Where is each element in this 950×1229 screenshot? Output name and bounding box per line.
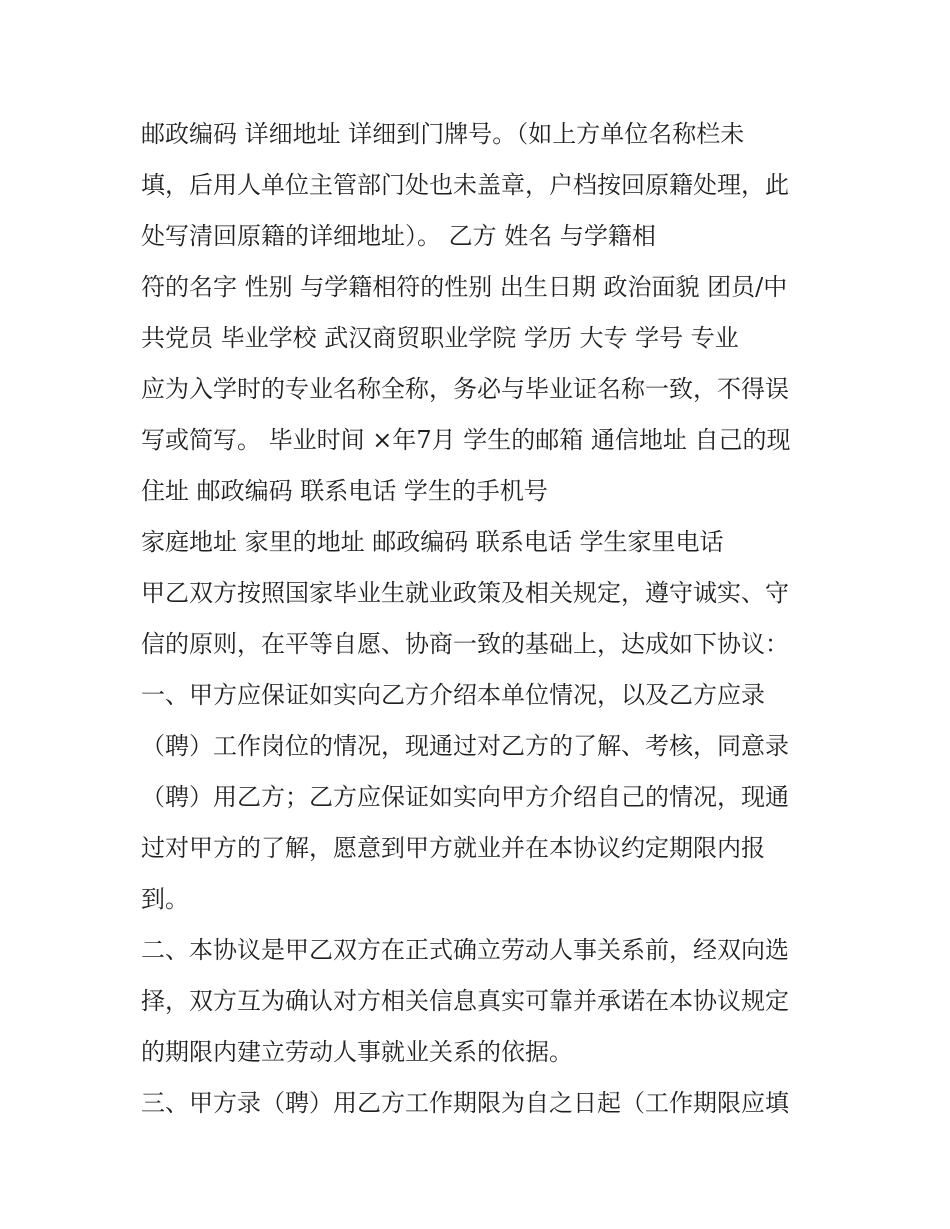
text-line: 共党员 毕业学校 武汉商贸职业学院 学历 大专 学号 专业 [141,324,739,352]
text-line: 填，后用人单位主管部门处也未盖章，户档按回原籍处理，此 [141,171,789,199]
text-line: 处写清回原籍的详细地址）。 乙方 姓名 与学籍相 [141,222,656,250]
text-line: 信的原则，在平等自愿、协商一致的基础上，达成如下协议： [141,630,789,658]
text-line: 一、甲方应保证如实向乙方介绍本单位情况，以及乙方应录 [141,681,765,709]
text-line: 到。 [141,885,189,913]
text-line: 家庭地址 家里的地址 邮政编码 联系电话 学生家里电话 [141,528,724,556]
text-line: 三、甲方录（聘）用乙方工作期限为自之日起（工作期限应填 [141,1089,789,1117]
text-line: （聘）用乙方；乙方应保证如实向甲方介绍自己的情况，现通 [141,783,789,811]
text-line: 住址 邮政编码 联系电话 学生的手机号 [141,477,548,505]
text-line: 应为入学时的专业名称全称，务必与毕业证名称一致，不得误 [141,375,789,403]
text-line: 二、本协议是甲乙双方在正式确立劳动人事关系前，经双向选 [141,936,789,964]
text-line: 过对甲方的了解，愿意到甲方就业并在本协议约定期限内报 [141,834,765,862]
text-line: （聘）工作岗位的情况，现通过对乙方的了解、考核，同意录 [141,732,789,760]
text-line: 符的名字 性别 与学籍相符的性别 出生日期 政治面貌 团员/中 [141,273,788,301]
text-line: 邮政编码 详细地址 详细到门牌号。（如上方单位名称栏未 [141,120,745,148]
agreement-text [141,109,821,1129]
text-line: 甲乙双方按照国家毕业生就业政策及相关规定，遵守诚实、守 [141,579,789,607]
text-line: 写或简写。 毕业时间 ×年7月 学生的邮箱 通信地址 自己的现 [141,426,791,454]
text-line: 的期限内建立劳动人事就业关系的依据。 [141,1038,573,1066]
text-line: 择，双方互为确认对方相关信息真实可靠并承诺在本协议规定 [141,987,789,1015]
